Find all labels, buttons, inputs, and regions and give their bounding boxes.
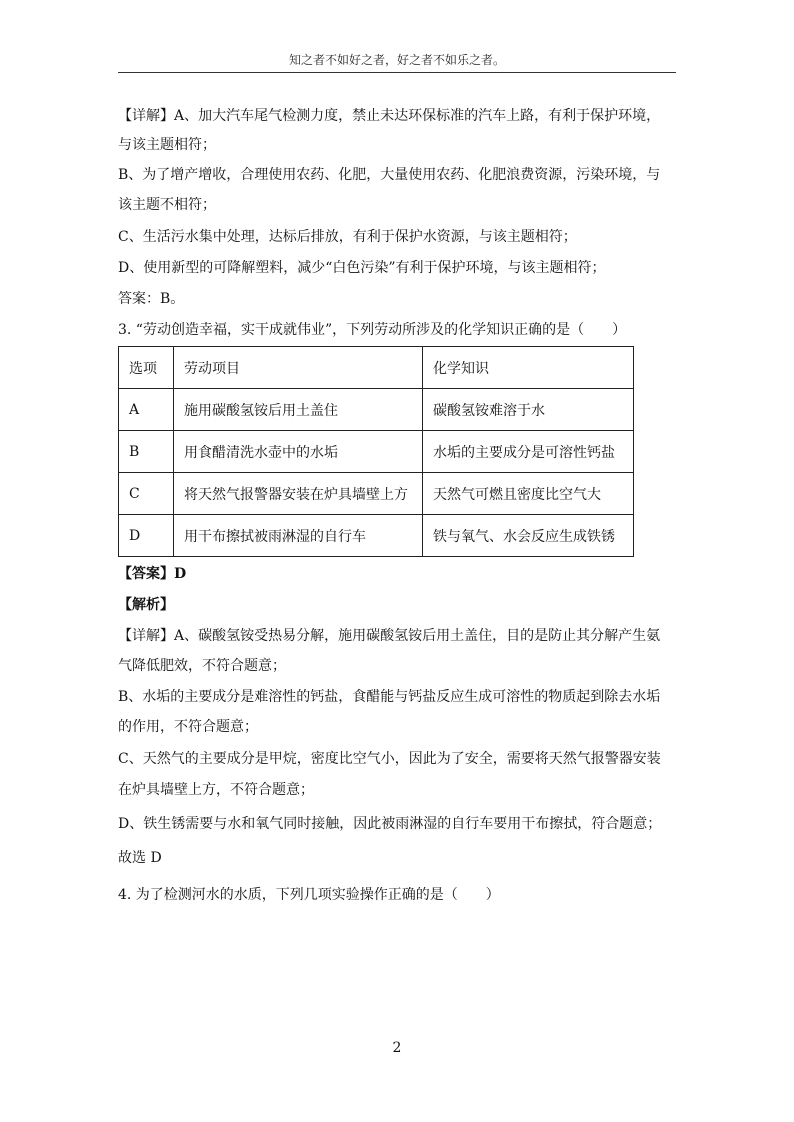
analysis-line: 与该主题相符； xyxy=(118,137,216,153)
table-cell: 将天然气报警器安装在炉具墙壁上方 xyxy=(174,473,423,515)
analysis-line: 该主题不相符； xyxy=(118,197,216,213)
table-row xyxy=(119,473,634,515)
answer-label: 【答案】D xyxy=(118,566,187,582)
question-3-table xyxy=(118,346,634,557)
analysis-line: D、使用新型的可降解塑料，减少“白色污染”有利于保护环境，与该主题相符； xyxy=(118,260,606,276)
table-cell: 用干布擦拭被雨淋湿的自行车 xyxy=(174,515,423,557)
table-row xyxy=(119,431,634,473)
analysis-title: 【解析】 xyxy=(118,597,174,613)
header-divider xyxy=(118,72,676,73)
analysis-line: C、生活污水集中处理，达标后排放，有利于保护水资源，与该主题相符； xyxy=(118,229,577,245)
analysis-line: 【详解】A、加大汽车尾气检测力度，禁止未达环保标准的汽车上路，有利于保护环境， xyxy=(118,108,661,124)
table-cell: C xyxy=(119,473,174,515)
question-3-stem: 3. “劳动创造幸福，实干成就伟业”，下列劳动所涉及的化学知识正确的是（ ） xyxy=(118,322,627,338)
table-cell: 水垢的主要成分是可溶性钙盐 xyxy=(423,431,634,473)
table-cell: B xyxy=(119,431,174,473)
page-number: 2 xyxy=(392,1040,402,1056)
table-header-cell: 化学知识 xyxy=(423,347,634,389)
table-cell: 碳酸氢铵难溶于水 xyxy=(423,389,634,431)
table-cell: 用食醋清洗水壶中的水垢 xyxy=(174,431,423,473)
table-header-row xyxy=(119,347,634,389)
table-cell: 施用碳酸氢铵后用土盖住 xyxy=(174,389,423,431)
table-header-cell: 选项 xyxy=(119,347,174,389)
table-cell: 天然气可燃且密度比空气大 xyxy=(423,473,634,515)
table-header-cell: 劳动项目 xyxy=(174,347,423,389)
question-4-stem: 4. 为了检测河水的水质，下列几项实验操作正确的是（ ） xyxy=(118,887,500,903)
analysis-line: D、铁生锈需要与水和氧气同时接触，因此被雨淋湿的自行车要用干布擦拭，符合题意； xyxy=(118,816,662,832)
conclusion-line: 故选 D xyxy=(118,850,162,866)
analysis-line: C、天然气的主要成分是甲烷，密度比空气小，因此为了安全，需要将天然气报警器安装 xyxy=(118,751,661,767)
analysis-line: 【详解】A、碳酸氢铵受热易分解，施用碳酸氢铵后用土盖住，目的是防止其分解产生氨 xyxy=(118,628,661,644)
analysis-line: 气降低肥效，不符合题意； xyxy=(118,658,286,674)
analysis-line: 在炉具墙壁上方，不符合题意； xyxy=(118,782,314,798)
page-header-motto: 知之者不如好之者，好之者不如乐之者。 xyxy=(288,53,505,67)
table-row xyxy=(119,389,634,431)
analysis-line: B、水垢的主要成分是难溶性的钙盐，食醋能与钙盐反应生成可溶性的物质起到除去水垢 xyxy=(118,689,661,705)
answer-line: 答案：B。 xyxy=(118,291,185,307)
table-row xyxy=(119,515,634,557)
analysis-line: 的作用，不符合题意； xyxy=(118,719,258,735)
analysis-line: B、为了增产增收，合理使用农药、化肥，大量使用农药、化肥浪费资源，污染环境，与 xyxy=(118,167,661,183)
table-cell: 铁与氧气、水会反应生成铁锈 xyxy=(423,515,634,557)
table-cell: A xyxy=(119,389,174,431)
table-cell: D xyxy=(119,515,174,557)
